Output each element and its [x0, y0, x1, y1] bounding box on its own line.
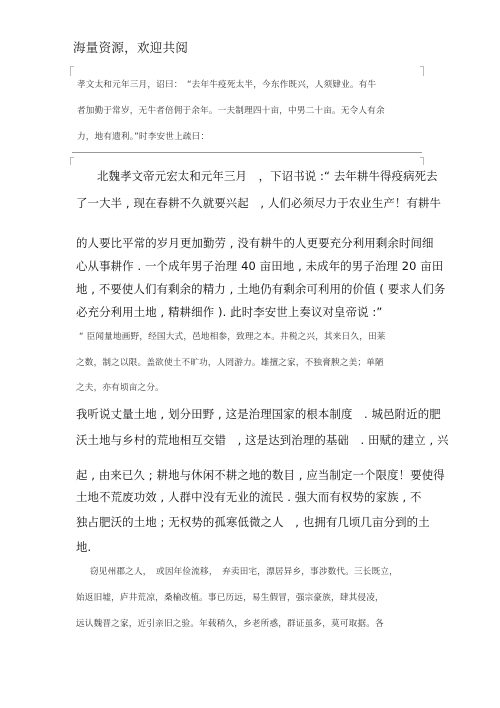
original-quote-line: 力，地有遗利。”时李安世上疏曰： — [77, 132, 210, 142]
translation-line: 北魏孝文帝元宏太和元年三月 ，下诏书说 :“ 去年耕牛得疫病死去 — [97, 169, 438, 183]
corner-mark — [70, 157, 74, 158]
translation-2-line: 独占肥沃的土地 ; 无权势的孤寒低微之人 , 也拥有几顷几亩分到的土 — [76, 515, 430, 529]
translation-line: 必充分利用土地 , 精耕细作 ). 此时李安世上奏议对皇帝说 :” — [76, 305, 383, 319]
corner-mark — [423, 66, 424, 76]
translation-line: 心从事耕作 . 一个成年男子治理 40 亩田地 , 未成年的男子治理 20 亩田 — [76, 259, 444, 273]
original-quote-2-line: 之夫，亦有顷亩之分。 — [76, 383, 164, 393]
translation-line: 的人要比平常的岁月更加勤劳 , 没有耕牛的人更要充分利用剩余时间细 — [76, 236, 434, 250]
corner-mark — [420, 66, 424, 67]
corner-mark — [70, 66, 74, 67]
translation-line: 地 , 不要使人们有剩余的精力 , 土地仍有剩余可利用的价值 ( 要求人们务 — [76, 282, 446, 296]
original-quote-2-line: 之数，制之以限。盖欲使土不旷功，人罔游力。雄擅之家，不独膏腴之美；单陋 — [76, 358, 384, 368]
original-quote-2-line: “ 臣闻量地画野，经国大式，邑地相参，致理之本。井税之兴，其来日久，田莱 — [79, 332, 386, 342]
translation-2-line: 起 , 由来已久 ; 耕地与休闲不耕之地的数目 , 应当制定一个限度！要使得 — [76, 468, 445, 482]
translation-2-line: 土地不荒废功效 , 人群中没有无业的流民 . 强大而有权势的家族 , 不 — [76, 490, 422, 504]
original-quote-3-line: 窃见州郡之人， 或因年俭流移， 弃卖田宅，漂居异乡，事涉数代。三长既立， — [90, 567, 398, 577]
original-quote-3-line: 远认魏晋之家，近引亲旧之验。年载稍久，乡老所惑，群证虽多，莫可取据。各 — [76, 619, 384, 629]
translation-2-line: 沃土地与乡村的荒地相互交错 , 这是达到治理的基础 . 田赋的建立 , 兴 — [76, 433, 449, 447]
corner-mark — [70, 157, 71, 165]
page-header: 海量资源，欢迎共阅 — [73, 40, 189, 55]
corner-mark — [70, 66, 71, 76]
translation-2-line: 地. — [76, 540, 92, 554]
translation-2-line: 我听说丈量土地 , 划分田野 , 这是治理国家的根本制度 . 城邑附近的肥 — [76, 407, 441, 421]
translation-line: 了一大半 , 现在春耕不久就要兴起 , 人们必须尽力于农业生产！有耕牛 — [76, 196, 442, 210]
original-quote-line: 者加勤于常岁，无牛者倍佣于余年。一夫制理四十亩，中男二十亩。无令人有余 — [77, 106, 385, 116]
original-quote-3-line: 始返旧墟，庐井荒凉，桑榆改植。事已历远，易生假冒，强宗豪族，肆其侵凌， — [76, 593, 384, 603]
corner-mark — [420, 157, 424, 158]
corner-mark — [423, 157, 424, 165]
original-quote-line: 孝文太和元年三月，诏曰： “去年牛疫死太半，今东作既兴，人须肄业。有牛 — [77, 80, 377, 90]
